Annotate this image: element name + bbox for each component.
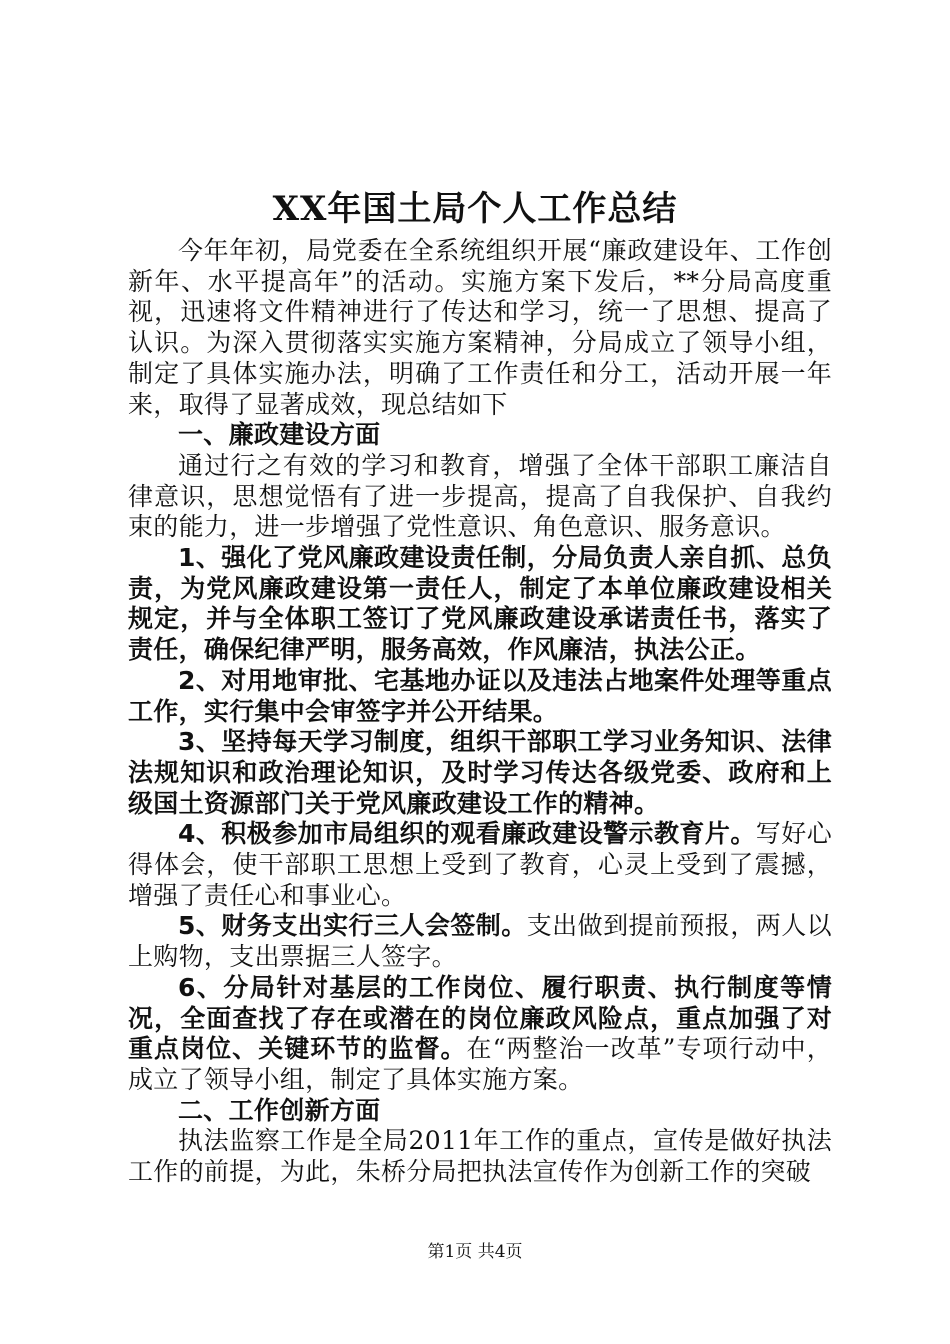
item-3-paragraph: 3、坚持每天学习制度，组织干部职工学习业务知识、法律法规知识和政治理论知识，及时学习传达各级党委、政府和上级国土资源部门关于党风廉政建设工作的精神。 [128,727,832,818]
item-5-paragraph [128,911,832,972]
document-title: XX年国土局个人工作总结 [272,189,678,229]
page-footer: 第1页 共4页 [427,1242,523,1262]
section-1-intro-paragraph: 通过行之有效的学习和教育，增强了全体干部职工廉洁自律意识，思想觉悟有了进一步提高，提高了自我保护、自我约束的能力，进一步增强了党性意识、角色意识、服务意识。 [128,450,832,542]
item-1-paragraph: 1、强化了党风廉政建设责任制，分局负责人亲自抓、总负责，为党风廉政建设第一责任人，制定了本单位廉政建设相关规定，并与全体职工签订了党风廉政建设承诺责任书，落实了责任，确保纪律严明，服务高效，作风廉洁，执法公正。 [128,543,832,665]
item-6-lead: 6、分局针对基层的工作岗位、履行职责、执行制度等情况，全面查找了存在或潜在的岗位廉政风险点，重点加强了对重点岗位、关键环节的监督。 [128,972,832,1064]
section-heading-1: 一、廉政建设方面 [178,420,381,450]
document-body [128,236,832,1188]
section-heading-2: 二、工作创新方面 [178,1095,381,1125]
item-6-paragraph [128,973,832,1096]
item-5-lead: 5、财务支出实行三人会签制。 [178,911,527,941]
section-2-intro-paragraph: 执法监察工作是全局2011年工作的重点，宣传是做好执法工作的前提，为此，朱桥分局把执法宣传作为创新工作的突破 [128,1126,832,1187]
item-5-rest: 支出做到提前预报，两人以上购物，支出票据三人签字。 [128,911,832,972]
item-2-paragraph: 2、对用地审批、宅基地办证以及违法占地案件处理等重点工作，实行集中会审签字并公开结果。 [128,665,832,726]
item-4-paragraph [128,819,832,911]
item-6-rest: 在“两整治一改革”专项行动中，成立了领导小组，制定了具体实施方案。 [128,1034,832,1094]
intro-paragraph: 今年年初，局党委在全系统组织开展“廉政建设年、工作创新年、水平提高年”的活动。实施方案下发后，**分局高度重视，迅速将文件精神进行了传达和学习，统一了思想、提高了认识。为深入贯彻落实实施方案精神，分局成立了领导小组，制定了具体实施办法，明确了工作责任和分工，活动开展一年来，取得了显著成效，现总结如下 [128,236,832,419]
item-4-rest: 写好心得体会，使干部职工思想上受到了教育，心灵上受到了震撼，增强了责任心和事业心。 [128,819,833,910]
item-4-lead: 4、积极参加市局组织的观看廉政建设警示教育片。 [178,819,756,849]
